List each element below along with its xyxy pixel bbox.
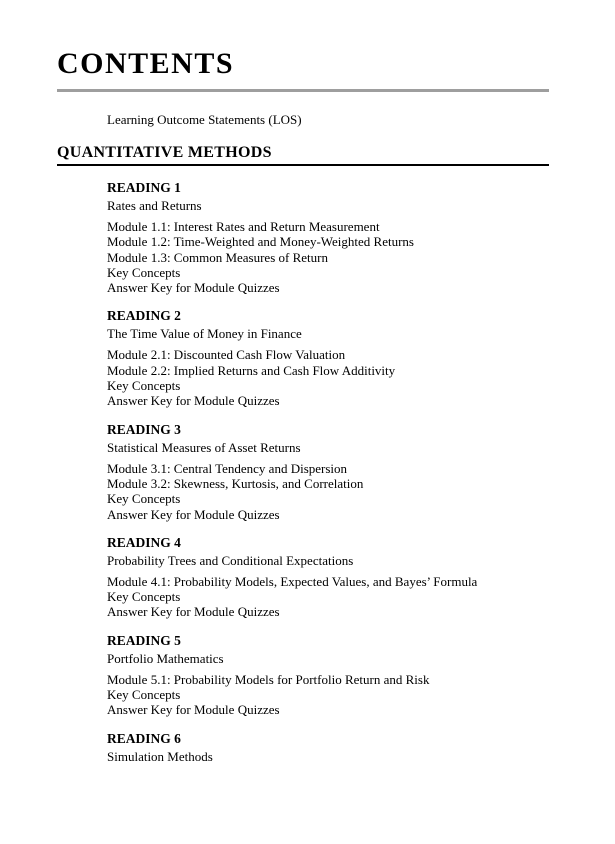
toc-item[interactable]: Module 3.2: Skewness, Kurtosis, and Correlation: [107, 475, 364, 491]
reading-heading-3[interactable]: READING 3: [107, 421, 181, 437]
toc-item[interactable]: Module 1.3: Common Measures of Return: [107, 249, 328, 265]
toc-item[interactable]: Key Concepts: [107, 687, 181, 703]
reading-items: [107, 219, 549, 295]
reading-title-6[interactable]: Simulation Methods: [107, 748, 213, 764]
reading-block-6: [107, 730, 549, 765]
toc-item[interactable]: Key Concepts: [107, 589, 181, 605]
page-title: CONTENTS: [57, 47, 235, 80]
reading-block-4: [107, 534, 549, 620]
reading-heading-5[interactable]: READING 5: [107, 632, 181, 648]
toc-item[interactable]: Module 1.2: Time-Weighted and Money-Weighted Returns: [107, 234, 414, 250]
reading-items: [107, 461, 549, 522]
reading-heading-2[interactable]: READING 2: [107, 308, 181, 324]
readings-list: [107, 179, 549, 765]
section-heading-quantitative-methods[interactable]: QUANTITATIVE METHODS: [57, 145, 549, 166]
toc-item[interactable]: Answer Key for Module Quizzes: [107, 702, 280, 718]
toc-item[interactable]: Answer Key for Module Quizzes: [107, 393, 280, 409]
reading-block-5: [107, 632, 549, 718]
toc-page: [0, 47, 615, 765]
toc-item[interactable]: Module 4.1: Probability Models, Expected Values, and Bayes’ Formula: [107, 573, 478, 589]
toc-entry-los[interactable]: Learning Outcome Statements (LOS): [107, 112, 302, 127]
reading-title-5[interactable]: Portfolio Mathematics: [107, 650, 224, 666]
toc-item[interactable]: Key Concepts: [107, 378, 181, 394]
reading-title-3[interactable]: Statistical Measures of Asset Returns: [107, 439, 301, 455]
toc-item[interactable]: Module 1.1: Interest Rates and Return Measurement: [107, 219, 380, 234]
toc-item[interactable]: Answer Key for Module Quizzes: [107, 604, 280, 620]
toc-item[interactable]: Module 2.2: Implied Returns and Cash Flow Additivity: [107, 362, 396, 378]
reading-items: [107, 672, 549, 718]
reading-heading-6[interactable]: READING 6: [107, 730, 181, 746]
reading-title-2[interactable]: The Time Value of Money in Finance: [107, 326, 302, 342]
reading-title-4[interactable]: Probability Trees and Conditional Expectations: [107, 552, 354, 568]
toc-item[interactable]: Answer Key for Module Quizzes: [107, 506, 280, 522]
title-divider: [57, 89, 549, 92]
reading-heading-1[interactable]: READING 1: [107, 180, 181, 195]
reading-title-1[interactable]: Rates and Returns: [107, 198, 202, 213]
toc-item[interactable]: Key Concepts: [107, 264, 181, 280]
toc-item[interactable]: Key Concepts: [107, 491, 181, 507]
reading-items: [107, 347, 549, 408]
reading-heading-4[interactable]: READING 4: [107, 534, 181, 550]
reading-items: [107, 574, 549, 620]
toc-item[interactable]: Answer Key for Module Quizzes: [107, 280, 280, 296]
reading-block-2: [107, 307, 549, 408]
toc-item[interactable]: Module 2.1: Discounted Cash Flow Valuation: [107, 347, 346, 363]
reading-block-1: [107, 179, 549, 295]
toc-item[interactable]: Module 5.1: Probability Models for Portfolio Return and Risk: [107, 671, 430, 687]
reading-block-3: [107, 421, 549, 522]
toc-item[interactable]: Module 3.1: Central Tendency and Dispersion: [107, 460, 348, 476]
